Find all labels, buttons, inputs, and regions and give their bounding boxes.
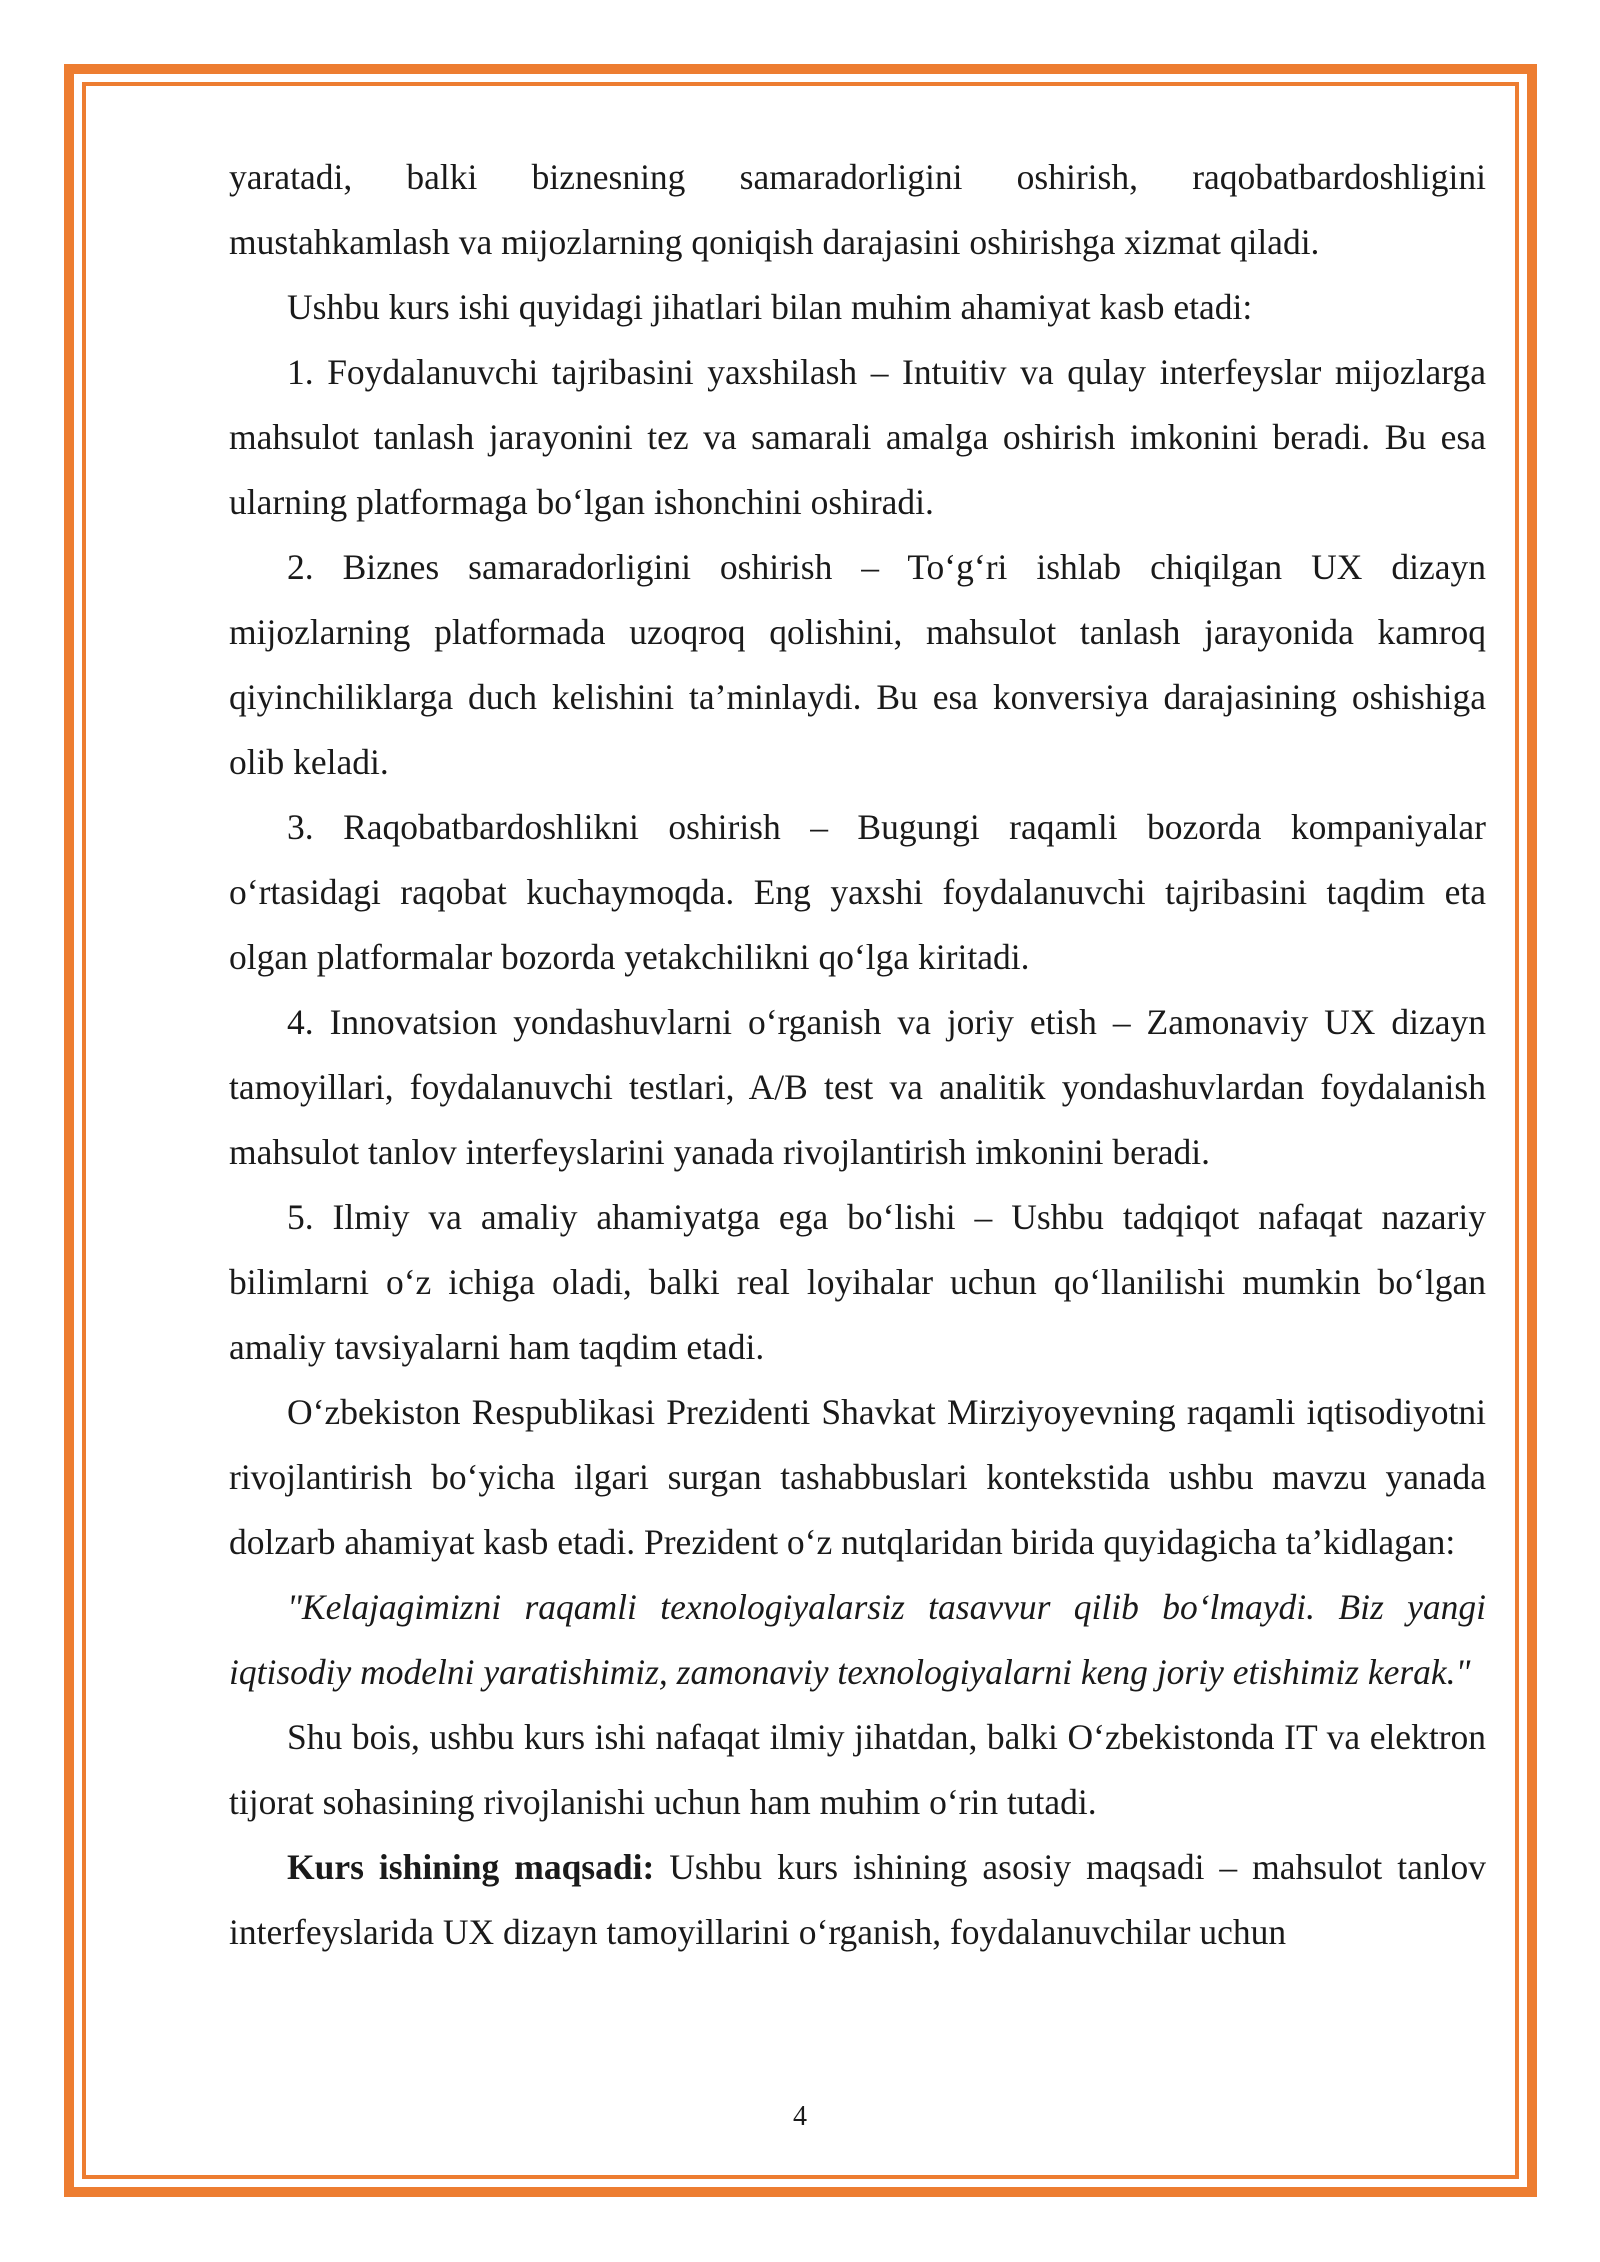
goal-text: Ushbu kurs ishining asosiy maqsadi – mahsulot tanlov interfeyslarida UX dizayn tamoyillarini o‘rganish, foydalanuvchilar uchun (229, 1847, 1486, 1952)
paragraph-continuation: yaratadi, balki biznesning samaradorligini oshirish, raqobatbardoshligini mustahkamlash va mijozlarning qoniqish darajasini oshirishga xizmat qiladi. (229, 157, 1486, 262)
page-content (229, 145, 1486, 1965)
list-item-1: 1. Foydalanuvchi tajribasini yaxshilash – Intuitiv va qulay interfeyslar mijozlarga mahsulot tanlash jarayonini tez va samarali amalga oshirish imkonini beradi. Bu esa ularning platformaga bo‘lgan ishonchini oshiradi. (229, 352, 1486, 522)
paragraph-president: O‘zbekiston Respublikasi Prezidenti Shavkat Mirziyoyevning raqamli iqtisodiyotni rivojlantirish bo‘yicha ilgari surgan tashabbuslari kontekstida ushbu mavzu yanada dolzarb ahamiyat kasb etadi. Prezident o‘z nutqlaridan birida quyidagicha ta’kidlagan: (229, 1392, 1486, 1562)
list-item-5: 5. Ilmiy va amaliy ahamiyatga ega bo‘lishi – Ushbu tadqiqot nafaqat nazariy bilimlarni o‘z ichiga oladi, balki real loyihalar uchun qo‘llanilishi mumkin bo‘lgan amaliy tavsiyalarni ham taqdim etadi. (229, 1197, 1486, 1367)
quote-paragraph: "Kelajagimizni raqamli texnologiyalarsiz tasavvur qilib bo‘lmaydi. Biz yangi iqtisodiy modelni yaratishimiz, zamonaviy texnologiyalarni keng joriy etishimiz kerak." (229, 1587, 1486, 1692)
list-item-3: 3. Raqobatbardoshlikni oshirish – Bugungi raqamli bozorda kompaniyalar o‘rtasidagi raqobat kuchaymoqda. Eng yaxshi foydalanuvchi tajribasini taqdim eta olgan platformalar bozorda yetakchilikni qo‘lga kiritadi. (229, 807, 1486, 977)
paragraph-intro: Ushbu kurs ishi quyidagi jihatlari bilan muhim ahamiyat kasb etadi: (287, 287, 1253, 327)
paragraph-conclusion: Shu bois, ushbu kurs ishi nafaqat ilmiy jihatdan, balki O‘zbekistonda IT va elektron tijorat sohasining rivojlanishi uchun ham muhim o‘rin tutadi. (229, 1717, 1486, 1822)
list-item-4: 4. Innovatsion yondashuvlarni o‘rganish va joriy etish – Zamonaviy UX dizayn tamoyillari, foydalanuvchi testlari, A/B test va analitik yondashuvlardan foydalanish mahsulot tanlov interfeyslarini yanada rivojlantirish imkonini beradi. (229, 1002, 1486, 1172)
goal-label: Kurs ishining maqsadi: (287, 1847, 655, 1887)
paragraph-goal (229, 1835, 1486, 1965)
list-item-2: 2. Biznes samaradorligini oshirish – To‘g‘ri ishlab chiqilgan UX dizayn mijozlarning platformada uzoqroq qolishini, mahsulot tanlash jarayonida kamroq qiyinchiliklarga duch kelishini ta’minlaydi. Bu esa konversiya darajasining oshishiga olib keladi. (229, 547, 1486, 782)
page-number: 4 (793, 2101, 807, 2132)
